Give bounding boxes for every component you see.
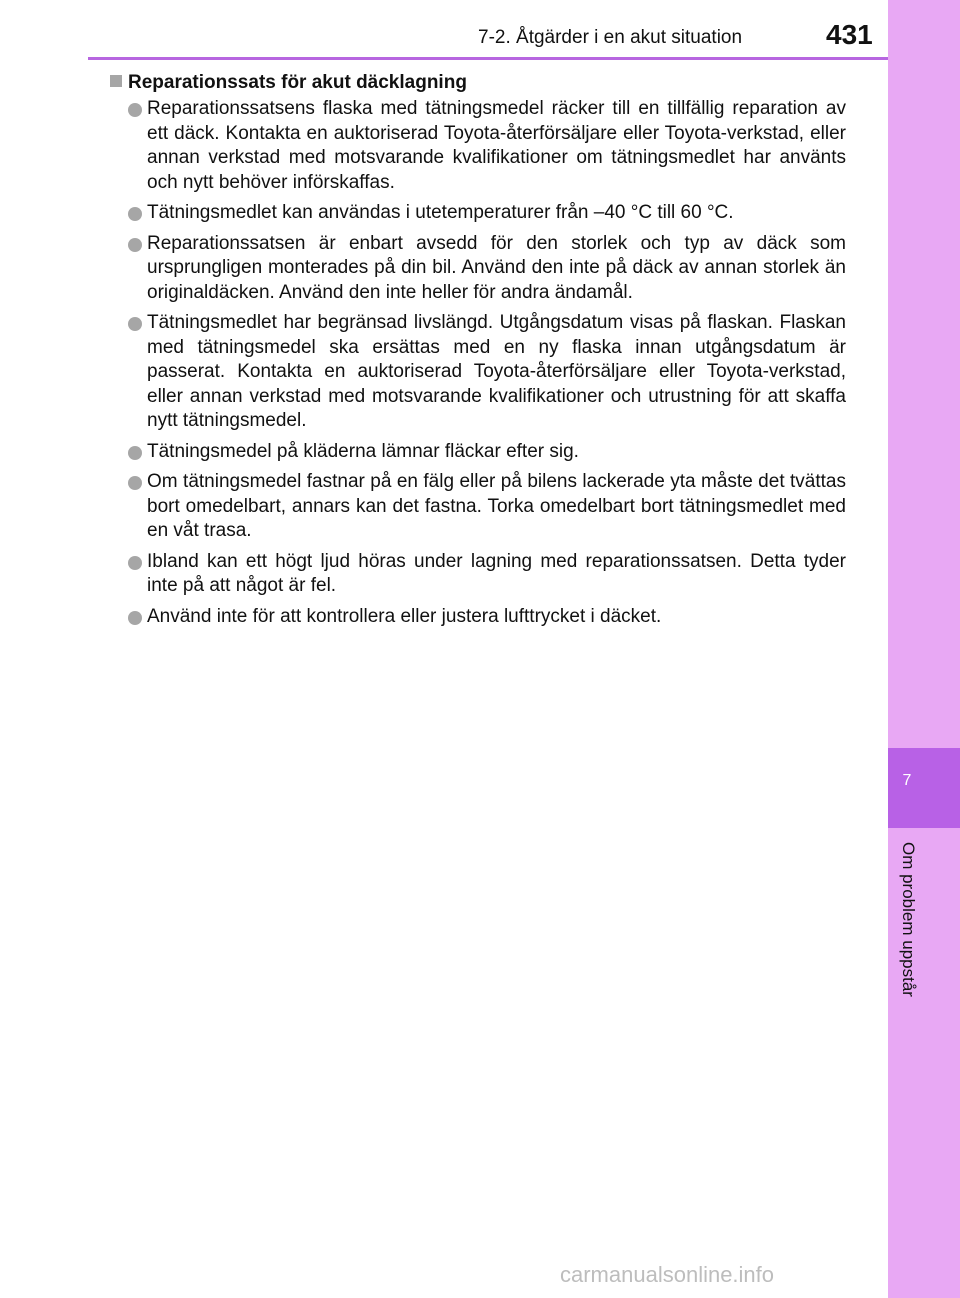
list-item-text: Använd inte för att kontrollera eller justera lufttrycket i däcket. xyxy=(147,605,662,627)
list-item-text: Reparationssatsen är enbart avsedd för den storlek och typ av däck som ursprungligen monterades på din bil. Använd den inte på däck av annan storlek än originaldäcken. Använd den inte heller för andra ändamål. xyxy=(147,232,846,303)
chapter-title: Om problem uppstår xyxy=(899,842,918,997)
chapter-number: 7 xyxy=(902,772,912,789)
page-number: 431 xyxy=(826,19,873,50)
circle-bullet-icon xyxy=(128,317,142,331)
list-item xyxy=(128,201,846,226)
list-item xyxy=(128,605,846,630)
watermark: carmanualsonline.info xyxy=(560,1262,775,1287)
list-item xyxy=(128,311,846,434)
list-item xyxy=(128,470,846,544)
circle-bullet-icon xyxy=(128,238,142,252)
square-bullet-icon xyxy=(110,75,122,87)
circle-bullet-icon xyxy=(128,556,142,570)
list-item xyxy=(128,97,846,195)
section-title: 7-2. Åtgärder i en akut situation xyxy=(478,27,743,48)
section-heading-text: Reparationssats för akut däcklagning xyxy=(128,72,467,93)
list-item xyxy=(128,550,846,599)
header-rule xyxy=(88,57,888,60)
list-item xyxy=(128,440,846,465)
list-item-text: Reparationssatsens flaska med tätningsmedel räcker till en tillfällig reparation av ett däck. Kontakta en auktoriserad Toyota-återförsäljare eller Toyota-verkstad, eller annan verkstad med motsvarande kvalifikationer om tätningsmedlet har använts och nytt behöver införskaffas. xyxy=(147,98,846,193)
circle-bullet-icon xyxy=(128,611,142,625)
circle-bullet-icon xyxy=(128,103,142,117)
list-item-text: Om tätningsmedel fastnar på en fälg eller på bilens lackerade yta måste det tvättas bort omedelbart, annars kan det fastna. Torka omedelbart bort tätningsmedlet med en våt trasa. xyxy=(147,471,846,541)
list-item-text: Tätningsmedel på kläderna lämnar fläckar efter sig. xyxy=(147,440,579,462)
bullet-list xyxy=(128,97,846,635)
circle-bullet-icon xyxy=(128,207,142,221)
list-item-text: Tätningsmedlet har begränsad livslängd. Utgångsdatum visas på flaskan. Flaskan med tätningsmedel ska ersättas med en ny flaska innan utgångsdatum är passerat. Kontakta en auktoriserad Toyota-återförsäljare eller Toyota-verkstad, eller annan verkstad med motsvarande kvalifikationer och utrustning för att skaffa nytt tätningsmedel. xyxy=(147,312,846,431)
list-item-text: Tätningsmedlet kan användas i utetemperaturer från –40 °C till 60 °C. xyxy=(147,202,734,223)
list-item xyxy=(128,232,846,306)
circle-bullet-icon xyxy=(128,476,142,490)
chapter-sidebar xyxy=(888,0,960,1298)
list-item-text: Ibland kan ett högt ljud höras under lagning med reparationssatsen. Detta tyder inte på att något är fel. xyxy=(147,550,846,596)
section-heading xyxy=(110,70,467,96)
circle-bullet-icon xyxy=(128,446,142,460)
